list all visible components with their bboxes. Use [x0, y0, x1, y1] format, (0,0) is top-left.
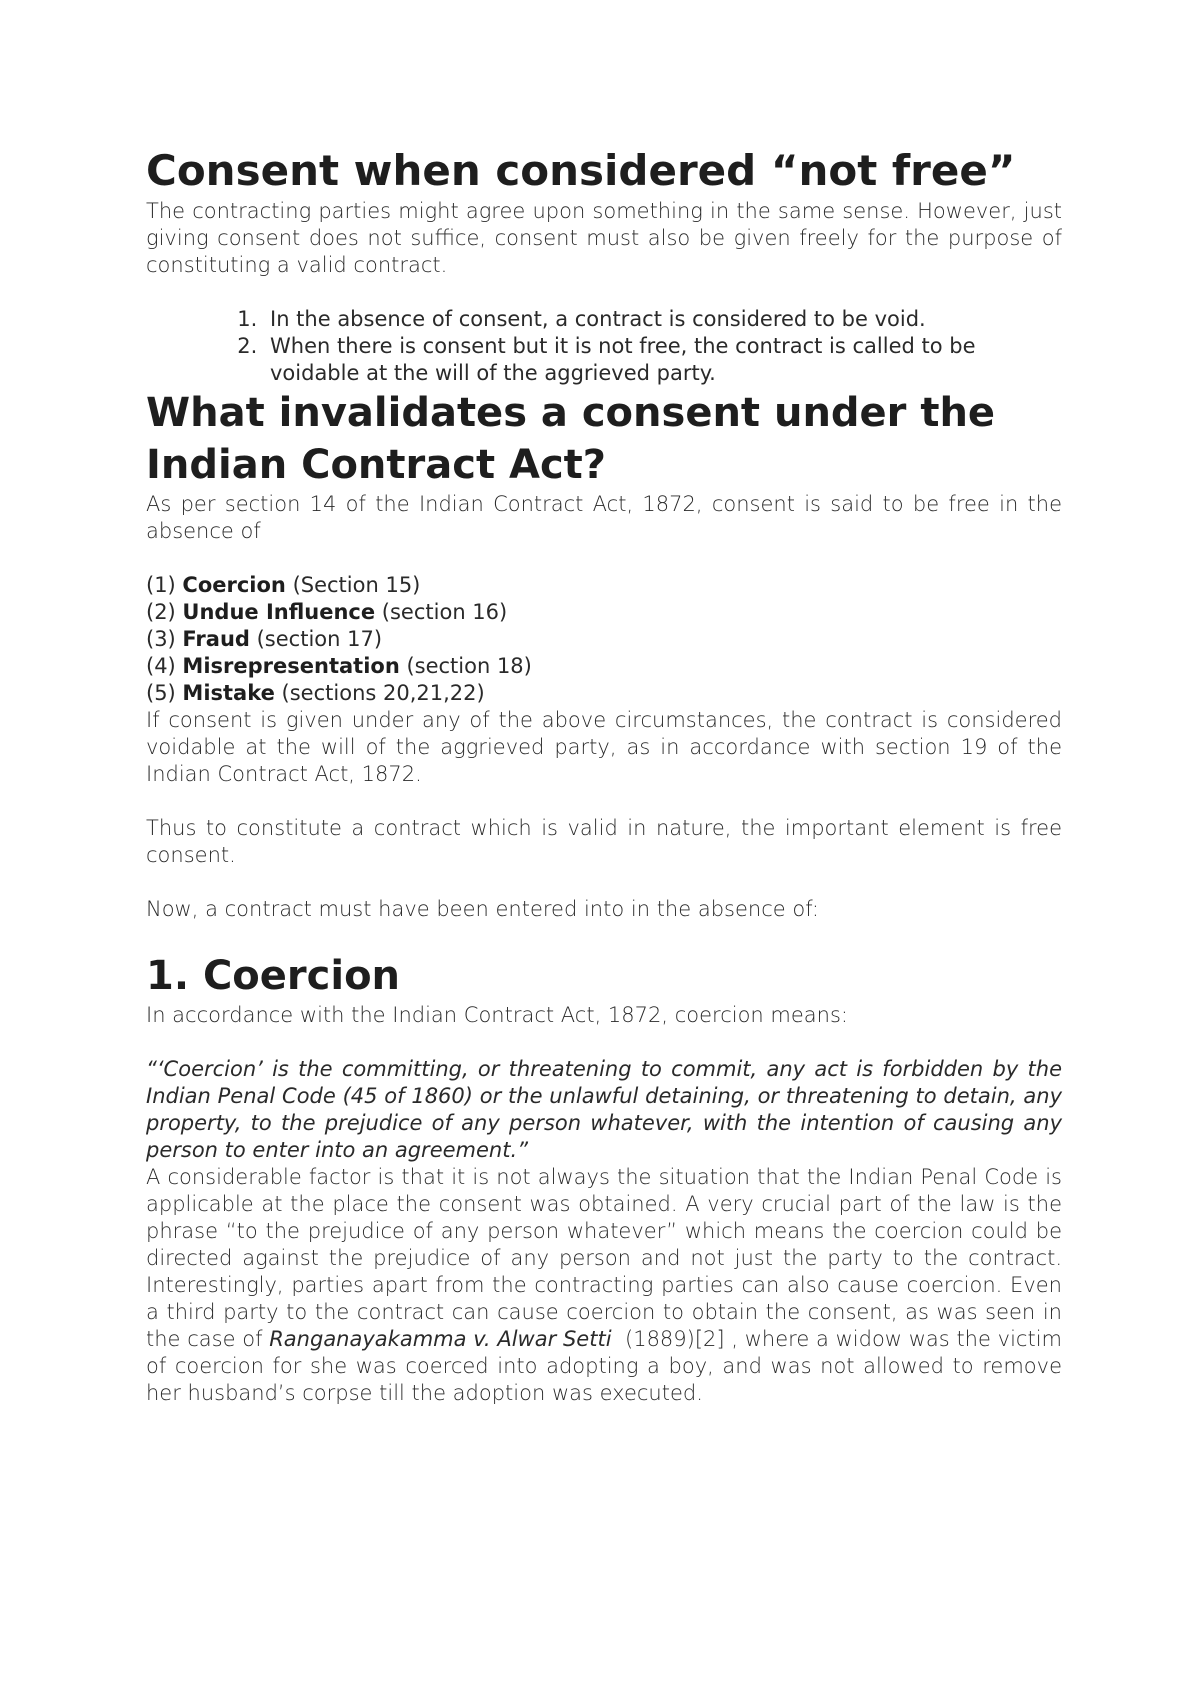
spacer — [146, 1029, 1062, 1056]
cause-term: Misrepresentation — [182, 654, 400, 678]
coercion-definition-quote: “‘Coercion’ is the committing, or threatening to commit, any act is forbidden by the Indian Penal Code (45 of 1860) or the unlawful detaining, or threatening to detain, any property, to the prejudice of any person whatever, with the intention of causing any person to enter into an agreement.” — [146, 1057, 1062, 1162]
cause-term: Mistake — [182, 681, 275, 705]
spacer — [146, 788, 1062, 815]
cause-term: Fraud — [182, 627, 250, 651]
section14-paragraph: As per section 14 of the Indian Contract Act, 1872, consent is said to be free in the absence of — [146, 492, 1062, 543]
spacer — [146, 545, 1062, 572]
cause-item: (1) Coercion (Section 15) — [146, 573, 421, 597]
cause-item: (4) Misrepresentation (section 18) — [146, 654, 532, 678]
cause-term: Coercion — [182, 573, 286, 597]
voidable-paragraph: If consent is given under any of the above circumstances, the contract is considered voidable at the will of the aggrieved party, as in accordance with section 19 of the Indian Contract Act, 1872. — [146, 708, 1062, 786]
coercion-intro: In accordance with the Indian Contract Act, 1872, coercion means: — [146, 1003, 848, 1027]
causes-list — [146, 572, 1062, 707]
absence-paragraph: Now, a contract must have been entered into in the absence of: — [146, 897, 819, 921]
free-consent-paragraph: Thus to constitute a contract which is valid in nature, the important element is free consent. — [146, 816, 1062, 867]
cause-item: (3) Fraud (section 17) — [146, 627, 383, 651]
consent-list-item: 1. In the absence of consent, a contract is considered to be void. — [264, 306, 1062, 333]
heading-coercion: 1. Coercion — [146, 953, 401, 999]
consent-list-item: 2. When there is consent but it is not free, the contract is called to be voidable at the will of the aggrieved party. — [264, 333, 1062, 387]
heading-consent-not-free: Consent when considered “not free” — [146, 146, 1016, 195]
cause-item: (5) Mistake (sections 20,21,22) — [146, 681, 485, 705]
spacer — [146, 869, 1062, 896]
heading-what-invalidates: What invalidates a consent under the Indian Contract Act? — [146, 390, 996, 488]
coercion-explanation: A considerable factor is that it is not always the situation that the Indian Penal Code is applicable at the place the consent was obtained. A very crucial part of the law is the phrase “to the prejudice of any person whatever” which means the coercion could be directed against the prejudice of any person and not just the party to the contract. Interestingly, parties apart from the contracting parties can also cause coercion. Even a third party to the contract can cause coercion to obtain the consent, as was seen in the case of Ranganayakamma v. Alwar Setti (1889)[2] , where a widow was the victim of coercion for she was coerced into adopting a boy, and was not allowed to remove her husband’s corpse till the adoption was executed. — [146, 1165, 1062, 1405]
intro-paragraph: The contracting parties might agree upon something in the same sense. However, just giving consent does not suffice, consent must also be given freely for the purpose of constituting a valid contract. — [146, 199, 1062, 277]
consent-list — [146, 306, 1062, 387]
cause-term: Undue Influence — [182, 600, 376, 624]
cause-item: (2) Undue Influence (section 16) — [146, 600, 508, 624]
case-name: Ranganayakamma v. Alwar Setti — [269, 1327, 612, 1351]
spacer — [146, 279, 1062, 306]
spacer — [146, 923, 1062, 950]
